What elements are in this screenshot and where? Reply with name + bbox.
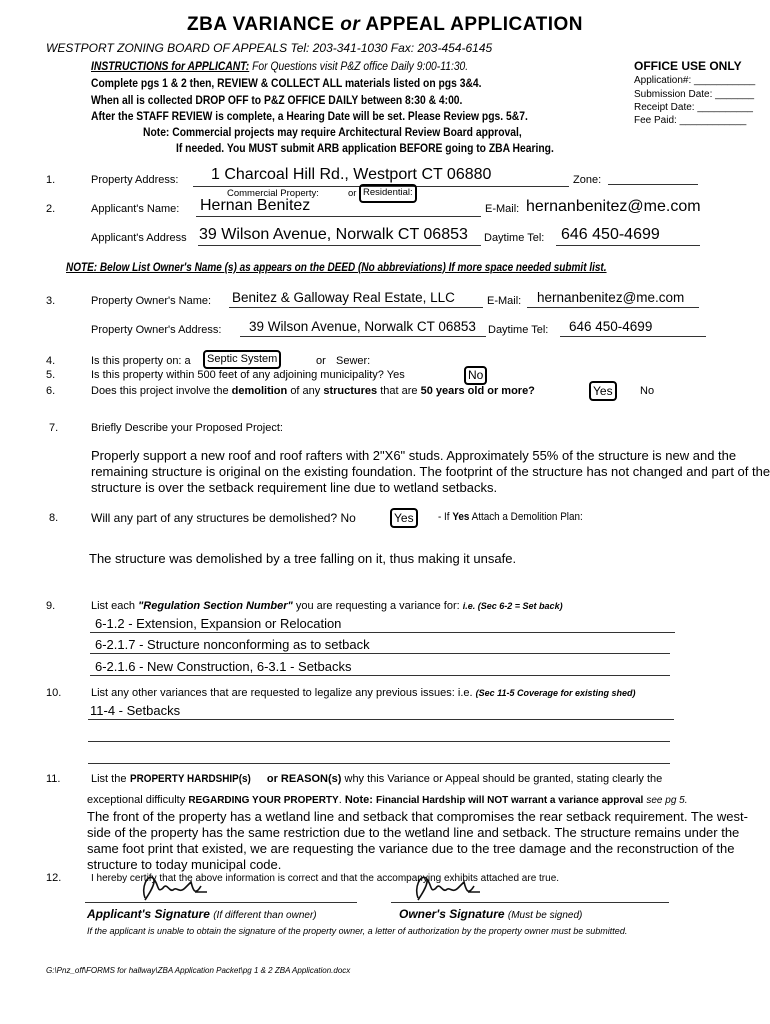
office-fee-paid: Fee Paid: ____________ [634, 115, 747, 126]
zone-label: Zone: [573, 174, 602, 186]
q10-label-example: (Sec 11-5 Coverage for existing shed) [475, 688, 636, 698]
q10-number: 10. [46, 687, 62, 699]
zone-field[interactable] [608, 172, 698, 185]
regulation-line-3[interactable] [90, 659, 670, 676]
q11-label2-e: see pg 5. [646, 795, 688, 806]
instructions-line3: When all is collected DROP OFF to P&Z OFFICE DAILY between 8:30 & 4:00. [91, 93, 463, 107]
q6-no-option[interactable]: No [640, 385, 655, 397]
q6-text-c: that are [380, 385, 418, 397]
q11-label-a: List the [91, 773, 127, 785]
regulation-item-1: 6-1.2 - Extension, Expansion or Relocation [95, 616, 342, 631]
q9-label-bold: "Regulation Section Number" [138, 600, 293, 612]
title-or: or [340, 14, 361, 35]
regulation-line-1[interactable] [90, 616, 675, 633]
septic-system-checkbox[interactable] [203, 350, 281, 369]
residential-label: Residential: [363, 187, 413, 198]
title-part-b: APPEAL APPLICATION [365, 14, 583, 35]
regulation-line-2[interactable] [90, 637, 670, 654]
q1-number: 1. [46, 174, 56, 186]
owner-signature-line[interactable] [391, 894, 669, 903]
q3-number: 3. [46, 295, 56, 307]
office-application-number: Application#: ___________ [634, 75, 756, 86]
q9-label [91, 600, 563, 612]
q6-yes-label: Yes [593, 384, 613, 398]
instructions-hours: For Questions visit P&Z office Daily 9:00-11:30. [252, 59, 469, 73]
office-use-title: OFFICE USE ONLY [634, 59, 742, 73]
q8-tail-a: - If [438, 511, 450, 523]
office-receipt-date: Receipt Date: __________ [634, 102, 753, 113]
q4-or: or [316, 355, 326, 367]
owner-address-label: Property Owner's Address: [91, 324, 222, 336]
instructions-line5: Note: Commercial projects may require Architectural Review Board approval, [143, 125, 522, 139]
applicant-signature-note: (If different than owner) [213, 910, 317, 921]
q5-no-label: No [468, 368, 484, 382]
or-label: or [348, 188, 357, 199]
instructions-line4: After the STAFF REVIEW is complete, a Hearing Date will be set. Please Review pgs. 5&7. [91, 109, 528, 123]
applicant-email-value: hernanbenitez@me.com [526, 198, 701, 215]
q11-label [91, 773, 662, 785]
page-title [0, 14, 770, 36]
regulation-item-3: 6-2.1.6 - New Construction, 6-3.1 - Setbacks [95, 659, 352, 674]
q5-no-checkbox[interactable] [464, 366, 487, 385]
owner-deed-note: NOTE: Below List Owner's Name (s) as appears on the DEED (No abbreviations) If more space needed submit list. [66, 262, 607, 274]
other-variance-line-2[interactable] [88, 725, 670, 742]
q11-label2-a: exceptional difficulty [87, 794, 186, 806]
owner-name-field[interactable] [229, 290, 483, 308]
applicant-name-label: Applicant's Name: [91, 203, 180, 215]
title-part-a: ZBA VARIANCE [187, 14, 335, 35]
q11-label-or: or [266, 773, 278, 785]
q6-yes-checkbox[interactable] [589, 381, 617, 401]
q7-label: Briefly Describe your Proposed Project: [91, 422, 283, 434]
sewer-option[interactable]: Sewer: [336, 355, 371, 367]
q4-text: Is this property on: a [91, 355, 191, 367]
applicant-signature-line[interactable] [85, 894, 357, 903]
q9-number: 9. [46, 600, 56, 612]
applicant-email-field[interactable] [524, 198, 724, 218]
q6-text-a: Does this project involve the [91, 385, 229, 397]
project-description[interactable]: Properly support a new roof and roof rafters with 2"X6" studs. Approximately 55% of the structure is new and the remaining structure is original on the existing foundation. The footprint of the structure has not changed and part of the structure is over the setback requirement line due to wetland setbacks. [91, 448, 770, 495]
instructions-line1 [91, 59, 468, 73]
q11-number: 11. [46, 773, 61, 785]
q11-label-hardship: PROPERTY HARDSHIP(s) [129, 773, 251, 785]
demolition-explanation[interactable]: The structure was demolished by a tree falling on it, thus making it unsafe. [89, 551, 517, 566]
q11-label2-c: Note: [344, 794, 373, 806]
q10-label-main: List any other variances that are requested to legalize any previous issues: i.e. [91, 687, 473, 699]
applicant-phone-value: 646 450-4699 [561, 226, 660, 243]
q6-structures: structures [323, 385, 378, 397]
applicant-address-label: Applicant's Address [91, 232, 187, 244]
q10-label [91, 687, 636, 699]
q8-tail-yes: Yes [452, 511, 470, 523]
owner-name-value: Benitez & Galloway Real Estate, LLC [232, 290, 455, 305]
q12-number: 12. [46, 872, 62, 884]
owner-address-field[interactable] [240, 319, 486, 337]
q5-text: Is this property within 500 feet of any adjoining municipality? Yes [91, 369, 405, 381]
page-subtitle: WESTPORT ZONING BOARD OF APPEALS Tel: 203-341-1030 Fax: 203-454-6145 [46, 41, 493, 55]
commercial-property-label: Commercial Property: [227, 188, 319, 199]
owner-name-label: Property Owner's Name: [91, 295, 212, 307]
property-address-label: Property Address: [91, 174, 179, 186]
applicant-phone-label: Daytime Tel: [484, 232, 545, 244]
other-variance-line-3[interactable] [88, 747, 670, 764]
office-submission-date: Submission Date: _______ [634, 89, 755, 100]
q8-tail-b: Attach a Demolition Plan: [471, 511, 583, 523]
q11-label-line2: exceptional difficulty REGARDING YOUR PROPERTY. Note: Financial Hardship will NOT warrant a variance approval see pg 5. [87, 794, 688, 806]
applicant-address-field[interactable] [198, 227, 481, 246]
q8-yes-checkbox[interactable] [390, 508, 418, 528]
q8-number: 8. [49, 512, 59, 524]
property-address-value: 1 Charcoal Hill Rd., Westport CT 06880 [211, 166, 492, 183]
owner-phone-label: Daytime Tel: [488, 324, 549, 336]
owner-phone-value: 646 450-4699 [569, 319, 653, 334]
owner-address-value: 39 Wilson Avenue, Norwalk CT 06853 [249, 319, 476, 334]
q8-label: Will any part of any structures be demolished? No [91, 511, 356, 525]
q9-label-a: List each [91, 600, 136, 612]
owner-signature-note: (Must be signed) [507, 910, 583, 921]
instructions-heading: INSTRUCTIONS for APPLICANT: [91, 59, 250, 73]
applicant-address-value: 39 Wilson Avenue, Norwalk CT 06853 [199, 226, 468, 243]
q7-number: 7. [49, 422, 59, 434]
instructions-line2: Complete pgs 1 & 2 then, REVIEW & COLLECT ALL materials listed on pgs 3&4. [91, 76, 482, 90]
q6-text [91, 385, 535, 397]
applicant-email-label: E-Mail: [485, 203, 520, 215]
q6-number: 6. [46, 385, 56, 397]
applicant-name-field[interactable] [196, 199, 481, 217]
document-path-footer: G:\Pnz_off\FORMS for hallway\ZBA Application Packet\pg 1 & 2 ZBA Application.docx [46, 966, 351, 975]
q6-years: 50 years old or more? [420, 385, 535, 397]
q6-text-b: of any [290, 385, 321, 397]
regulation-item-2: 6-2.1.7 - Structure nonconforming as to setback [95, 637, 370, 652]
q8-yes-label: Yes [394, 511, 414, 525]
q9-label-b: you are requesting a variance for: [295, 600, 460, 612]
other-variance-line-1[interactable] [88, 703, 674, 720]
q9-label-example: i.e. (Sec 6-2 = Set back) [462, 601, 563, 611]
applicant-signature-label: Applicant's Signature [87, 907, 210, 921]
q6-demolition: demolition [231, 385, 288, 397]
applicant-name-value: Hernan Benitez [200, 197, 311, 214]
q11-label2-b: REGARDING YOUR PROPERTY [188, 795, 339, 806]
q11-label-reason: REASON(s) [280, 773, 342, 785]
hardship-explanation[interactable]: The front of the property has a wetland line and setback that compromises the rear setback requirement. The west-side of the property has the same restriction due to the wetland line and setback. The structure remains under the same foot print that existed, we are requesting the variance due to the tree damage and the reconstruction of the structure to today municipal code. [87, 809, 748, 872]
q11-label2-d: Financial Hardship will NOT warrant a variance approval [376, 795, 644, 806]
applicant-phone-field[interactable] [556, 227, 700, 246]
owner-email-label: E-Mail: [487, 295, 522, 307]
q2-number: 2. [46, 203, 56, 215]
q12-certification: I hereby certify that the above information is correct and that the accompanying exhibits attached are true. [91, 873, 560, 884]
applicant-signature-caption [87, 907, 317, 921]
owner-signature-caption [399, 907, 582, 921]
owner-phone-field[interactable] [560, 319, 706, 337]
owner-signature-label: Owner's Signature [399, 907, 505, 921]
instructions-line6: If needed. You MUST submit ARB application BEFORE going to ZBA Hearing. [176, 141, 554, 155]
septic-system-label: Septic System [207, 353, 278, 365]
signature-footnote: If the applicant is unable to obtain the signature of the property owner, a letter of authorization by the property owner must be submitted. [87, 926, 628, 936]
q11-label-c: why this Variance or Appeal should be granted, stating clearly the [344, 773, 663, 785]
q5-number: 5. [46, 369, 56, 381]
q8-tail [438, 511, 583, 523]
q4-number: 4. [46, 355, 56, 367]
other-variance-item-1: 11-4 - Setbacks [90, 703, 181, 718]
owner-email-value: hernanbenitez@me.com [537, 290, 685, 305]
owner-email-field[interactable] [527, 290, 699, 308]
